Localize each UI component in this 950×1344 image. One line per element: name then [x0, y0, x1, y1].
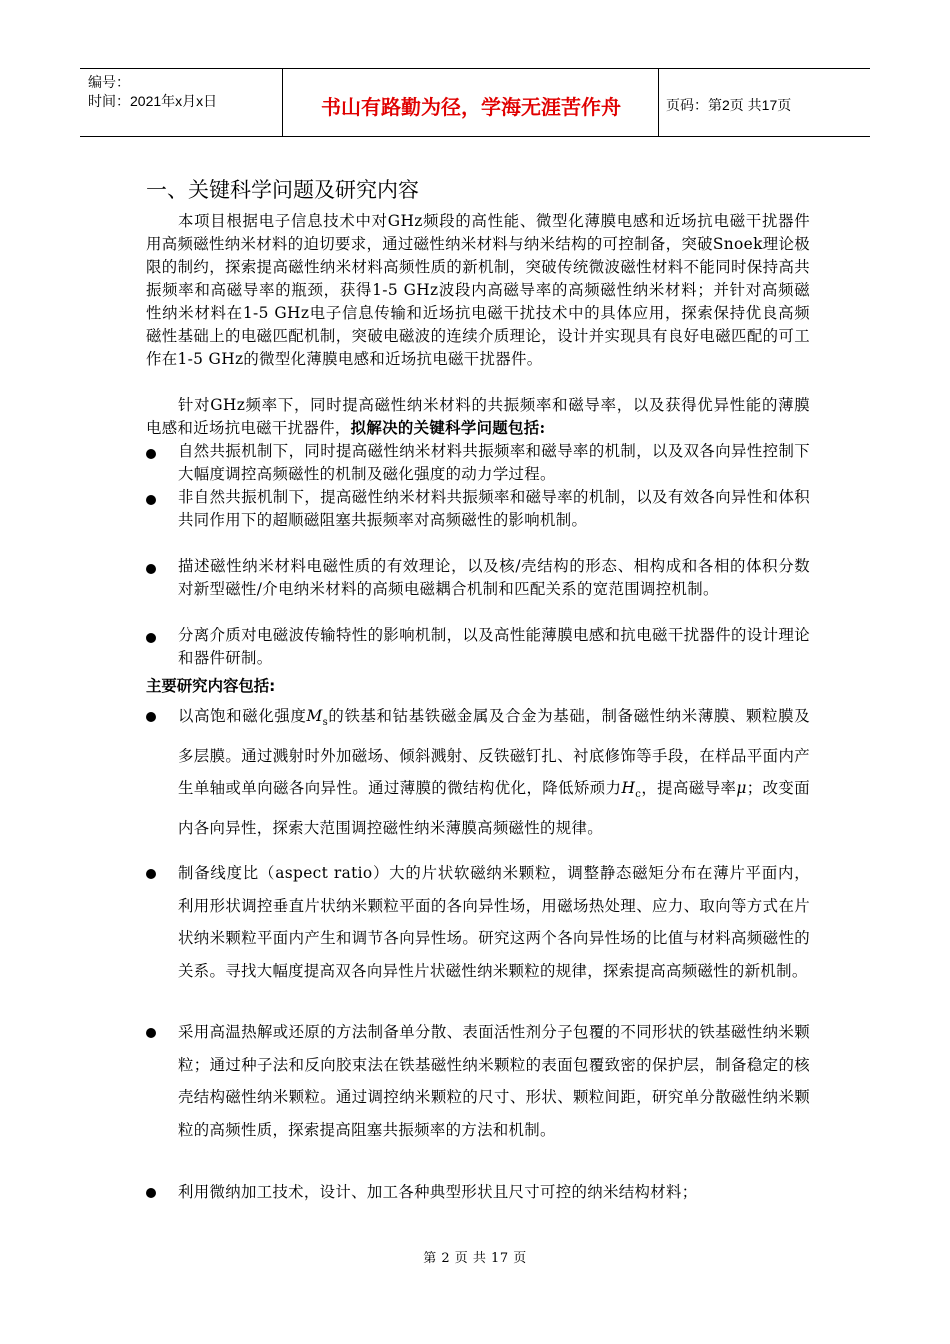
symbol-mu: μ: [736, 779, 747, 798]
research-text: 利用微纳加工技术，设计、加工各种典型形状且尺寸可控的纳米结构材料；: [178, 1183, 698, 1201]
research-item: [146, 1176, 810, 1209]
header-meta: [88, 73, 217, 111]
research-item: [146, 700, 810, 844]
intro-paragraph: 本项目根据电子信息技术中对GHz频段的高性能、微型化薄膜电感和近场抗电磁干扰器件用高频磁性纳米材料的迫切要求，通过磁性纳米材料与纳米结构的可控制备，突破Snoek理论极限的制约，探索提高磁性纳米材料高频性质的新机制，突破传统微波磁性材料不能同时保持高共振频率和高磁导率的瓶颈，获得1-5 GHz波段内高磁导率的高频磁性纳米材料；并针对高频磁性纳米材料在1-5 GHz电子信息传输和近场抗电磁干扰技术中的具体应用，探索保持优良高频磁性基础上的电磁匹配机制，突破电磁波的连续介质理论，设计并实现具有良好电磁匹配的可工作在1-5 GHz的微型化薄膜电感和近场抗电磁干扰器件。: [146, 212, 810, 368]
problem-bold-text: 拟解决的关键科学问题包括:: [350, 419, 546, 437]
bullet-icon: [146, 495, 156, 505]
research-text: [178, 700, 810, 844]
header-divider: [282, 69, 283, 136]
bullet-icon: [146, 564, 156, 574]
key-problem-text: 分离介质对电磁波传输特性的影响机制，以及高性能薄膜电感和抗电磁干扰器件的设计理论和器件研制。: [178, 626, 810, 667]
symbol-Hc: H: [621, 779, 636, 798]
bullet-icon: [146, 1188, 156, 1198]
key-problem-text: 描述磁性纳米材料电磁性质的有效理论，以及核/壳结构的形态、相构成和各相的体积分数对新型磁性/介电纳米材料的高频电磁耦合机制和匹配关系的宽范围调控机制。: [178, 557, 810, 598]
symbol-Ms: M: [306, 707, 323, 725]
number-label: 编号：: [88, 74, 130, 90]
bullet-icon: [146, 712, 156, 722]
research-text: 制备线度比（aspect ratio）大的片状软磁纳米颗粒，调整静态磁矩分布在薄片平面内，利用形状调控垂直片状纳米颗粒平面的各向异性场，用磁场热处理、应力、取向等方式在片状纳米颗粒平面内产生和调节各向异性场。研究这两个各向异性场的比值与材料高频磁性的关系。寻找大幅度提高双各向异性片状磁性纳米颗粒的规律，探索提高高频磁性的新机制。: [178, 864, 810, 980]
research-item: [146, 857, 810, 987]
key-problem-item: [146, 486, 810, 532]
key-problem-item: [146, 440, 810, 486]
key-problem-text: 非自然共振机制下，提高磁性纳米材料共振频率和磁导率的机制，以及有效各向异性和体积共同作用下的超顺磁阻塞共振频率对高频磁性的影响机制。: [178, 488, 810, 529]
research-text-part: 的铁基和钴基铁磁金属及合金为基础，制备磁性纳米薄膜、颗粒膜及多层膜。通过溅射时外加磁场、倾斜溅射、反铁磁钉扎、衬底修饰等手段，在样品平面内产生单轴或单向磁各向异性。通过薄膜的微结构优化，降低矫顽力: [178, 707, 810, 798]
research-text-part: ；改变面内各向异性，探索大范围调控磁性纳米薄膜高频磁性的规律。: [178, 779, 810, 837]
research-text-part: 以高饱和磁化强度: [178, 707, 307, 725]
key-problem-item: [146, 624, 810, 670]
header-page-number: 页码：第2页 共17页: [666, 97, 792, 113]
bullet-icon: [146, 449, 156, 459]
problem-text: 针对GHz频率下，同时提高磁性纳米材料的共振频率和磁导率，以及获得优异性能的薄膜电感和近场抗电磁干扰器件，: [146, 396, 810, 437]
subscript: s: [322, 717, 329, 729]
key-problem-item: [146, 555, 810, 601]
page-footer: 第 2 页 共 17 页: [423, 1251, 527, 1266]
research-text-part: ，提高磁导率: [641, 779, 737, 798]
subscript: c: [635, 789, 642, 801]
header-divider: [658, 69, 659, 136]
research-text: 采用高温热解或还原的方法制备单分散、表面活性剂分子包覆的不同形状的铁基磁性纳米颗粒；通过种子法和反向胶束法在铁基磁性纳米颗粒的表面包覆致密的保护层，制备稳定的核壳结构磁性纳米颗粒。通过调控纳米颗粒的尺寸、形状、颗粒间距，研究单分散磁性纳米颗粒的高频性质，探索提高阻塞共振频率的方法和机制。: [178, 1023, 810, 1139]
time-label: 时间：2021年x月x日: [88, 93, 218, 109]
bullet-icon: [146, 633, 156, 643]
bullet-icon: [146, 1028, 156, 1038]
section-title: 一、关键科学问题及研究内容: [146, 178, 419, 202]
key-problem-text: 自然共振机制下，同时提高磁性纳米材料共振频率和磁导率的机制，以及双各向异性控制下大幅度调控高频磁性的机制及磁化强度的动力学过程。: [178, 442, 810, 483]
page-header: [80, 68, 870, 137]
header-motto: 书山有路勤为径，学海无涯苦作舟: [321, 97, 621, 119]
bullet-icon: [146, 869, 156, 879]
research-item: [146, 1016, 810, 1146]
problem-paragraph: [146, 394, 810, 440]
content-heading: 主要研究内容包括:: [146, 677, 276, 695]
